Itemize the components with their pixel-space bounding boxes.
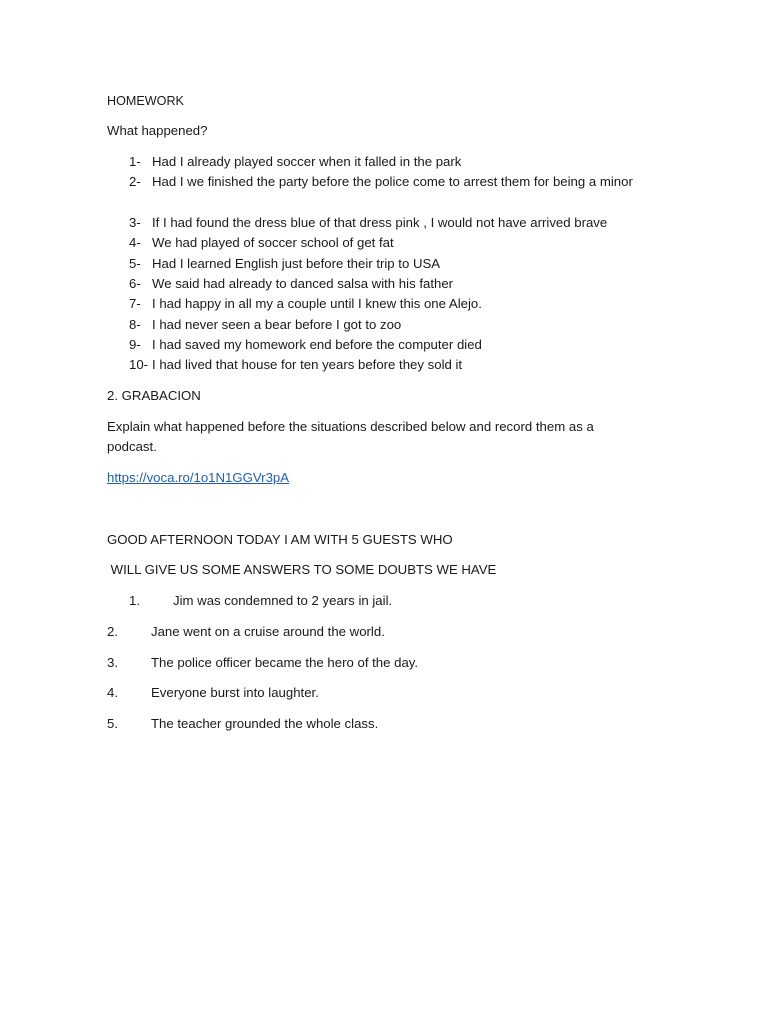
list-item-text: Jim was condemned to 2 years in jail. [173,593,393,608]
list-item-number: 1. [129,593,140,608]
instructions-text: Explain what happened before the situations described below and record them as a podcast. [107,419,594,454]
list-item-text: The teacher grounded the whole class. [151,716,379,731]
list-item-number: 7- [129,296,141,311]
list-item-text: I had happy in all my a couple until I knew this one Alejo. [152,296,482,311]
list-item-text: Jane went on a cruise around the world. [151,624,385,639]
list-item-text: Had I already played soccer when it falled in the park [152,154,462,169]
list-item-number: 8- [129,317,141,332]
list-item-text: We said had already to danced salsa with his father [152,276,454,291]
list-item-number: 9- [129,337,141,352]
section-heading: 2. GRABACION [107,388,201,403]
list-item-number: 5. [107,716,118,731]
page-title: HOMEWORK [107,94,184,108]
list-item-text: Everyone burst into laughter. [151,685,319,700]
list-item-number: 5- [129,256,141,271]
list-item-number: 6- [129,276,141,291]
list-item-text: I had lived that house for ten years before they sold it [152,357,463,372]
list-item-text: I had never seen a bear before I got to zoo [152,317,402,332]
podcast-intro-line-1: GOOD AFTERNOON TODAY I AM WITH 5 GUESTS WHO [107,532,453,547]
list-item-number: 4- [129,235,141,250]
list-item-text: If I had found the dress blue of that dress pink , I would not have arrived brave [152,215,608,230]
list-item-number: 2- [129,174,141,189]
list-item-text: Had I learned English just before their trip to USA [152,256,441,271]
list-item-number: 4. [107,685,118,700]
list-item-number: 2. [107,624,118,639]
list-item-number: 10- [129,357,149,372]
recording-link[interactable]: https://voca.ro/1o1N1GGVr3pA [107,470,290,485]
question-text: What happened? [107,123,208,138]
list-item-text: I had saved my homework end before the computer died [152,337,482,352]
list-item-text: We had played of soccer school of get fat [152,235,394,250]
list-item-number: 1- [129,154,141,169]
list-item-number: 3- [129,215,141,230]
list-item-text: The police officer became the hero of the day. [151,655,419,670]
list-item-number: 3. [107,655,118,670]
list-item-text: Had I we finished the party before the police come to arrest them for being a minor [152,174,633,189]
podcast-intro-line-2: WILL GIVE US SOME ANSWERS TO SOME DOUBTS WE HAVE [107,562,497,577]
